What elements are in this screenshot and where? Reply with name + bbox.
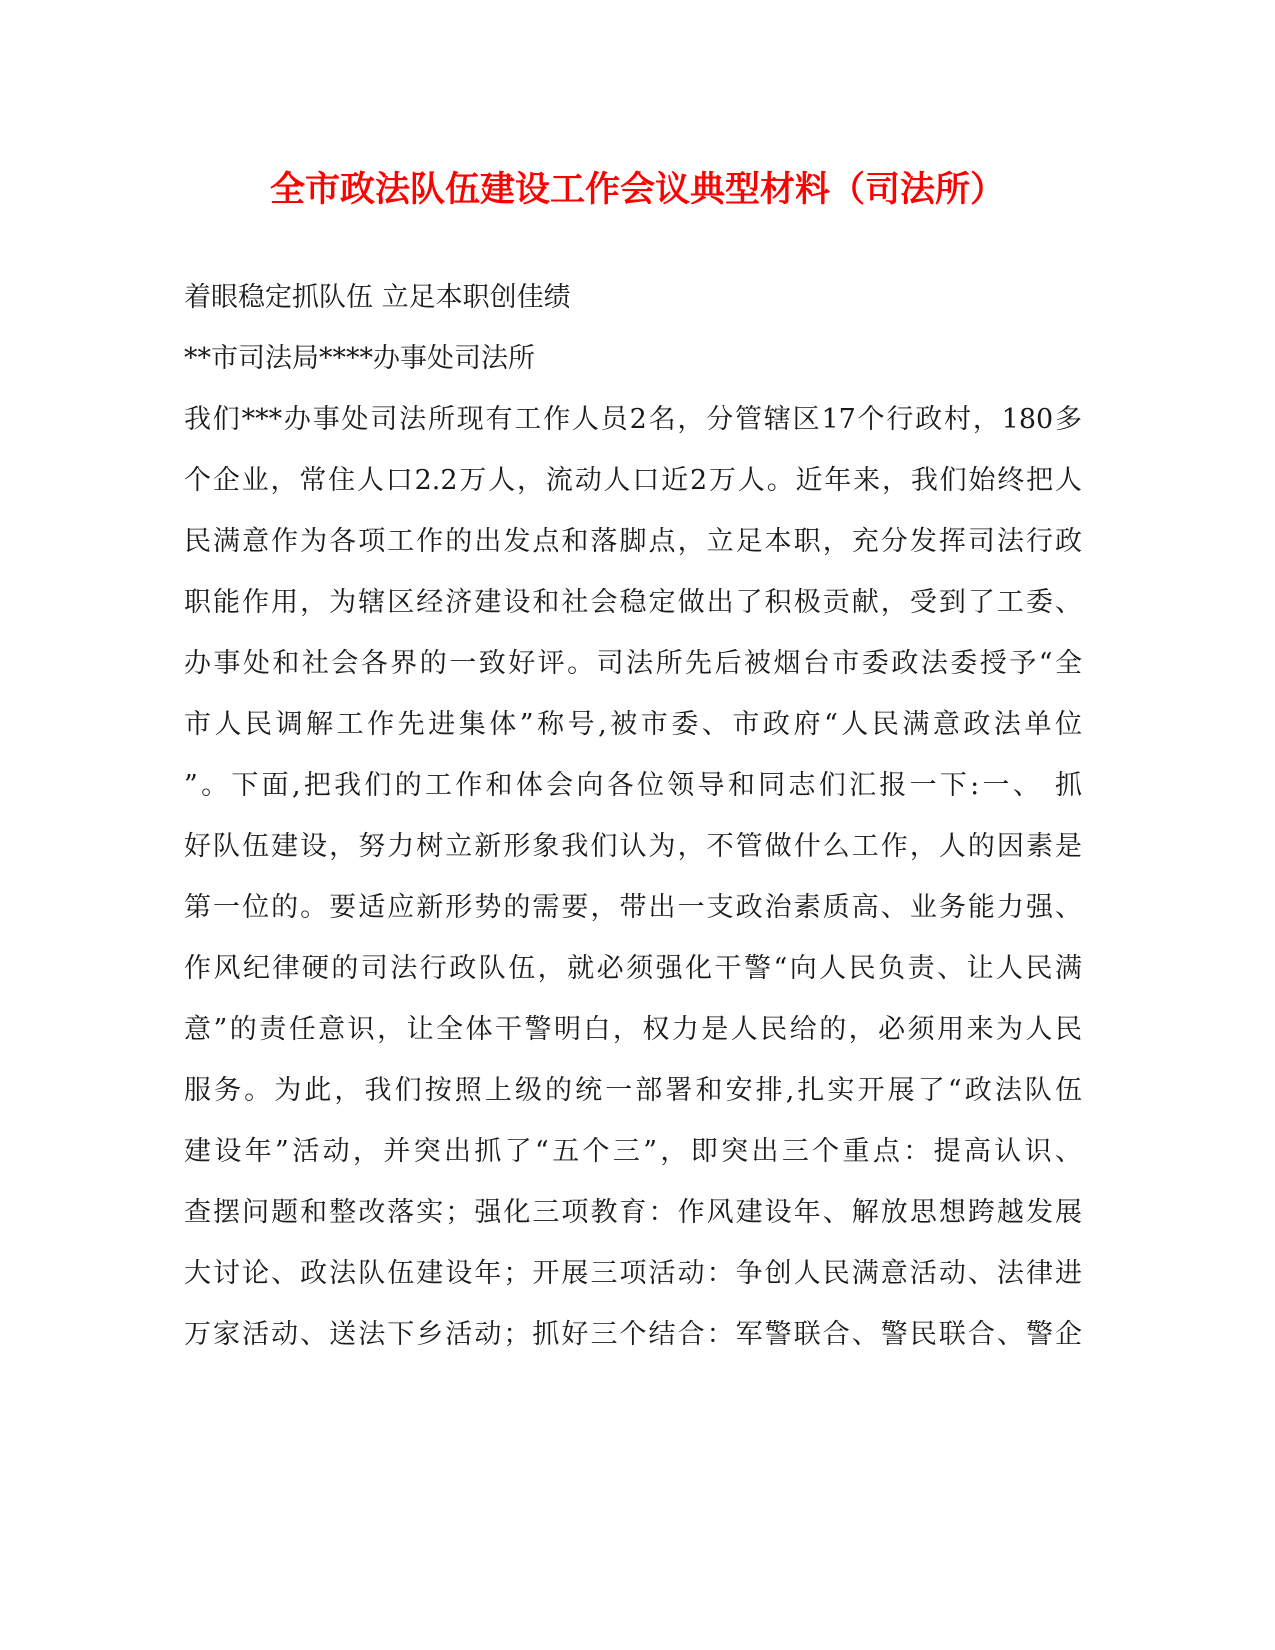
body-line: 查摆问题和整改落实；强化三项教育：作风建设年、解放思想跨越发展 — [184, 1197, 1082, 1228]
body-line: 意”的责任意识，让全体干警明白，权力是人民给的，必须用来为人民 — [184, 1014, 1082, 1045]
body-line: 万家活动、送法下乡活动；抓好三个结合：军警联合、警民联合、警企 — [184, 1319, 1082, 1350]
body-line: 大讨论、政法队伍建设年；开展三项活动：争创人民满意活动、法律进 — [184, 1258, 1082, 1289]
body-line: 个企业，常住人口2.2万人，流动人口近2万人。近年来，我们始终把人 — [184, 465, 1082, 496]
body-line: 民满意作为各项工作的出发点和落脚点，立足本职，充分发挥司法行政 — [184, 526, 1082, 557]
body-line: 职能作用，为辖区经济建设和社会稳定做出了积极贡献，受到了工委、 — [184, 587, 1082, 618]
document-title: 全市政法队伍建设工作会议典型材料（司法所） — [269, 169, 1005, 210]
body-line: 作风纪律硬的司法行政队伍，就必须强化干警“向人民负责、让人民满 — [184, 953, 1082, 984]
body-line: 服务。为此，我们按照上级的统一部署和安排,扎实开展了“政法队伍 — [184, 1075, 1082, 1106]
body-line: 第一位的。要适应新形势的需要，带出一支政治素质高、业务能力强、 — [184, 892, 1082, 923]
document-author: **市司法局****办事处司法所 — [184, 343, 535, 374]
body-line: 建设年”活动，并突出抓了“五个三”，即突出三个重点：提高认识、 — [184, 1136, 1082, 1167]
body-line: ”。下面,把我们的工作和体会向各位领导和同志们汇报一下:一、 抓 — [184, 770, 1082, 801]
document-subtitle: 着眼稳定抓队伍 立足本职创佳绩 — [184, 282, 571, 313]
body-line: 办事处和社会各界的一致好评。司法所先后被烟台市委政法委授予“全 — [184, 648, 1082, 679]
body-line: 我们***办事处司法所现有工作人员2名，分管辖区17个行政村，180多 — [184, 404, 1082, 435]
body-line: 好队伍建设，努力树立新形象我们认为，不管做什么工作，人的因素是 — [184, 831, 1082, 862]
body-line: 市人民调解工作先进集体”称号,被市委、市政府“人民满意政法单位 — [184, 709, 1082, 740]
